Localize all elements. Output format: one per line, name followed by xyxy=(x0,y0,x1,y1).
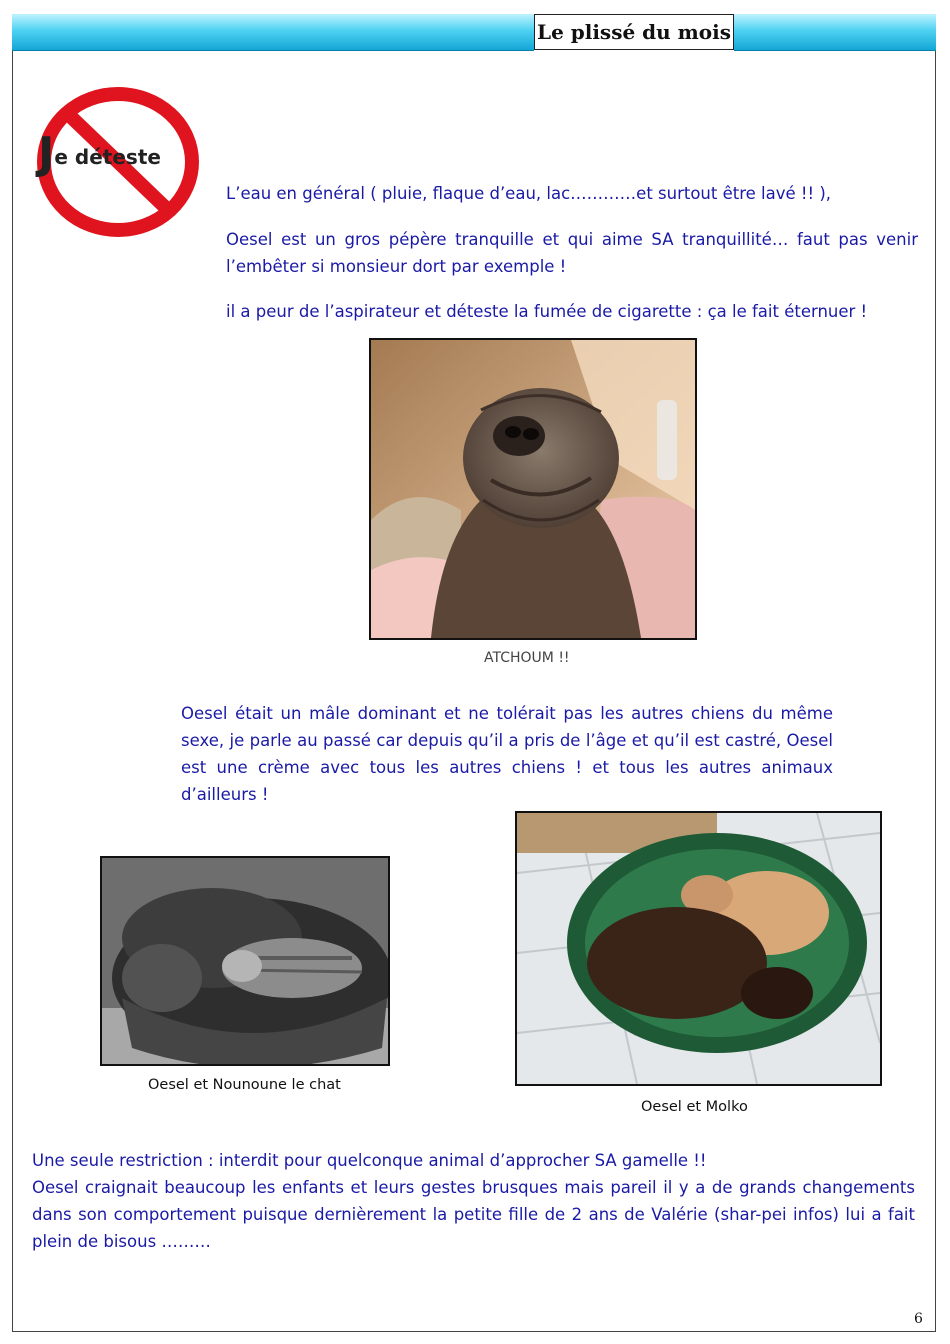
header-bar-left xyxy=(12,14,534,51)
intro-line-1: L’eau en général ( pluie, flaque d’eau, lac…………et surtout être lavé !! ), xyxy=(226,184,832,203)
intro-line-3: il a peur de l’aspirateur et déteste la fumée de cigarette : ça le fait éternuer ! xyxy=(226,302,868,321)
je-deteste-initial: J xyxy=(38,128,55,179)
je-deteste-rest: e déteste xyxy=(54,145,161,169)
dogs-in-basket-image xyxy=(517,813,880,1084)
photo-atchoum xyxy=(369,338,697,640)
header-bar-right xyxy=(734,14,936,51)
photo-oesel-molko xyxy=(515,811,882,1086)
caption-molko: Oesel et Molko xyxy=(641,1099,748,1115)
bottom-paragraph-2: Oesel craignait beaucoup les enfants et leurs gestes brusques mais pareil il y a de grands changements dans son comportement puisque dernièrement la petite fille de 2 ans de Valérie (shar-pei infos) lui a fait plein de bisous ……… xyxy=(32,1178,915,1251)
intro-paragraph-2: Oesel est un gros pépère tranquille et qui aime SA tranquillité… faut pas venir l’embêter si monsieur dort par exemple ! xyxy=(226,230,918,276)
bottom-line-1: Une seule restriction : interdit pour quelconque animal d’approcher SA gamelle !! xyxy=(32,1151,707,1170)
je-deteste-label xyxy=(38,128,161,179)
dog-and-cat-image xyxy=(102,858,388,1064)
middle-paragraph: Oesel était un mâle dominant et ne tolérait pas les autres chiens du même sexe, je parle au passé car depuis qu’il a pris de l’âge et qu’il est castré, Oesel est une crème avec tous les autres chiens ! et tous les autres animaux d’ailleurs ! xyxy=(181,704,833,804)
caption-atchoum: ATCHOUM !! xyxy=(484,650,570,666)
page-title: Le plissé du mois xyxy=(534,14,734,50)
page-number: 6 xyxy=(914,1311,923,1327)
dog-closeup-image xyxy=(371,340,695,638)
caption-nounoune: Oesel et Nounoune le chat xyxy=(148,1077,341,1093)
photo-oesel-nounoune xyxy=(100,856,390,1066)
